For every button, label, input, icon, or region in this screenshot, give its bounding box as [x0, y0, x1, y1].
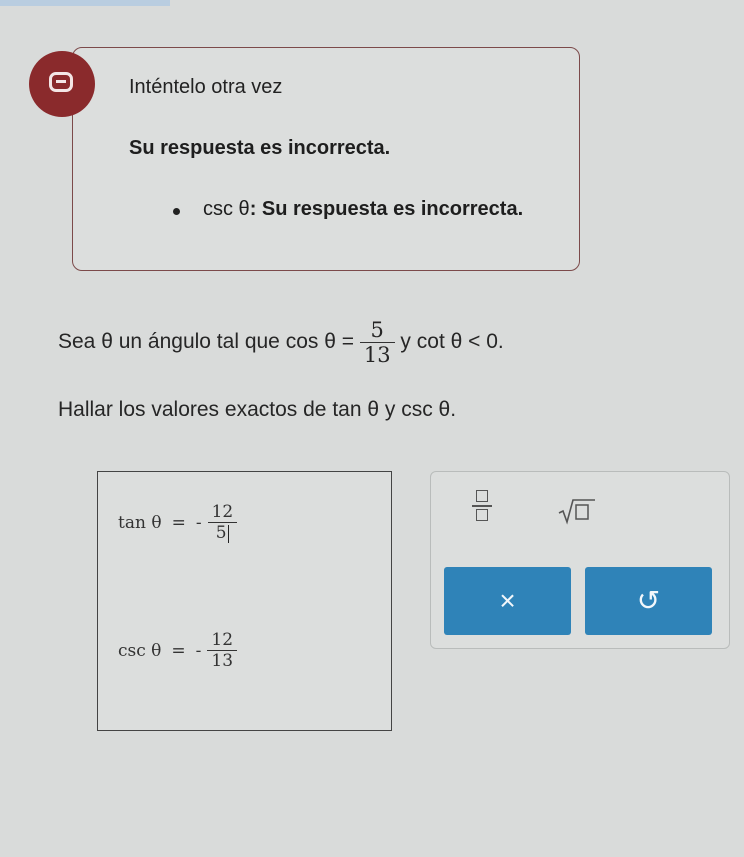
feedback-item-message: : Su respuesta es incorrecta. — [249, 198, 524, 220]
tan-denominator[interactable] — [208, 522, 238, 543]
feedback-item — [203, 198, 523, 221]
tan-fraction[interactable] — [208, 502, 238, 543]
tan-denominator-value[interactable]: 5 — [215, 523, 227, 543]
feedback-message: Su respuesta es incorrecta. — [129, 137, 391, 159]
undo-button[interactable]: ↺ — [585, 567, 712, 635]
square-root-template-icon[interactable] — [557, 497, 597, 525]
tan-label: tan θ — [118, 512, 162, 533]
tan-sign[interactable]: - — [195, 512, 202, 533]
math-tools-panel — [430, 471, 730, 649]
csc-equals: = — [171, 640, 186, 661]
cos-fraction — [360, 318, 395, 367]
top-edge-strip — [0, 0, 170, 6]
tan-equals: = — [171, 512, 186, 533]
csc-fraction[interactable] — [207, 630, 237, 671]
feedback-item-function: csc θ — [203, 198, 250, 220]
conjunction: y — [400, 330, 411, 354]
cos-denominator: 13 — [360, 342, 395, 367]
task-period: . — [450, 398, 457, 421]
task-tan: tan θ — [332, 398, 380, 421]
clear-button[interactable]: × — [444, 567, 571, 635]
csc-answer-row[interactable] — [118, 630, 237, 671]
task-csc: csc θ — [401, 398, 451, 421]
feedback-title: Inténtelo otra vez — [129, 76, 283, 98]
task-prefix: Hallar los valores exactos de — [58, 398, 327, 421]
problem-line-1 — [58, 318, 504, 367]
cos-numerator: 5 — [370, 318, 384, 342]
cos-lhs: cos θ = — [285, 330, 354, 354]
problem-line-2 — [58, 398, 456, 422]
answer-input-area[interactable] — [97, 471, 392, 731]
csc-denominator[interactable]: 13 — [207, 650, 237, 671]
cot-condition: cot θ < 0. — [416, 330, 504, 354]
bullet-icon — [173, 208, 180, 215]
csc-numerator[interactable]: 12 — [211, 630, 234, 650]
task-conjunction: y — [384, 398, 396, 421]
tan-answer-row[interactable] — [118, 502, 237, 543]
problem-prefix: Sea θ un ángulo tal que — [58, 330, 280, 354]
chat-bubble-icon — [29, 51, 95, 117]
tan-numerator[interactable]: 12 — [211, 502, 234, 522]
csc-label: csc θ — [118, 640, 162, 661]
csc-sign[interactable]: - — [195, 640, 202, 661]
fraction-template-icon[interactable] — [471, 487, 495, 527]
text-cursor — [228, 525, 230, 543]
